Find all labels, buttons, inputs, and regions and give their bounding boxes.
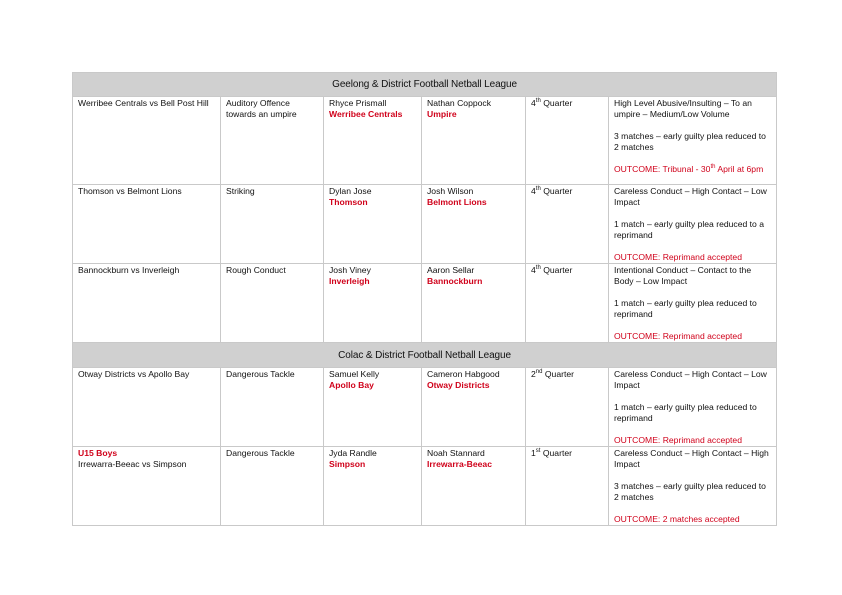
match-name: Bannockburn vs Inverleigh: [78, 265, 180, 275]
quarter-word: Quarter: [542, 448, 572, 458]
outcome: OUTCOME: Reprimand accepted: [614, 252, 742, 262]
victim-name: Cameron Habgood: [427, 369, 500, 379]
case-row: [73, 264, 777, 343]
quarter-suffix: th: [535, 186, 541, 193]
quarter-word: Quarter: [544, 369, 574, 379]
player-name: Dylan Jose: [329, 186, 372, 196]
outcome-cell: [609, 264, 777, 343]
quarter-word: Quarter: [543, 265, 573, 275]
penalty: 1 match – early guilty plea reduced to reprimand: [614, 298, 757, 319]
case-row: [73, 185, 777, 264]
match-name: Werribee Centrals vs Bell Post Hill: [78, 98, 209, 108]
match-cell: [73, 368, 221, 447]
victim-club: Belmont Lions: [427, 197, 487, 207]
league-name: Colac & District Football Netball League: [73, 343, 777, 368]
victim-name: Josh Wilson: [427, 186, 474, 196]
player-cell: [324, 185, 422, 264]
classification: Careless Conduct – High Contact – High Impact: [614, 448, 769, 469]
victim-club: Irrewarra-Beeac: [427, 459, 492, 469]
outcome: OUTCOME: 2 matches accepted: [614, 514, 740, 524]
victim-cell: [422, 264, 526, 343]
quarter-suffix: th: [535, 98, 541, 105]
victim-club: Bannockburn: [427, 276, 483, 286]
quarter-cell: [526, 97, 609, 185]
outcome: OUTCOME: Reprimand accepted: [614, 331, 742, 341]
quarter-number: 4: [531, 265, 536, 275]
penalty: 3 matches – early guilty plea reduced to 2 matches: [614, 481, 766, 502]
league-header-row: [73, 73, 777, 97]
league-header-row: [73, 343, 777, 368]
quarter-number: 2: [531, 369, 536, 379]
player-club: Simpson: [329, 459, 366, 469]
outcome: [614, 164, 771, 175]
victim-name: Aaron Sellar: [427, 265, 475, 275]
victim-cell: [422, 185, 526, 264]
offence-cell: Dangerous Tackle: [221, 447, 324, 526]
player-name: Rhyce Prismall: [329, 98, 387, 108]
match-cell: [73, 264, 221, 343]
match-cell: [73, 447, 221, 526]
quarter-cell: [526, 447, 609, 526]
league-name: Geelong & District Football Netball League: [73, 73, 777, 97]
victim-club: Umpire: [427, 109, 457, 119]
player-cell: [324, 368, 422, 447]
victim-cell: [422, 447, 526, 526]
player-cell: [324, 97, 422, 185]
player-club: Inverleigh: [329, 276, 370, 286]
penalty: 1 match – early guilty plea reduced to a reprimand: [614, 219, 765, 240]
quarter-number: 4: [531, 98, 536, 108]
player-club: Thomson: [329, 197, 368, 207]
player-cell: [324, 447, 422, 526]
quarter-number: 1: [531, 448, 536, 458]
offence-cell: Auditory Offence towards an umpire: [221, 97, 324, 185]
quarter-suffix: st: [535, 448, 541, 455]
match-cell: [73, 97, 221, 185]
outcome-tail: April at 6pm: [715, 164, 764, 174]
quarter-suffix: th: [535, 265, 541, 272]
tribunal-results-table: [72, 72, 777, 526]
case-row: [73, 97, 777, 185]
case-row: [73, 368, 777, 447]
quarter-cell: [526, 185, 609, 264]
player-club: Werribee Centrals: [329, 109, 403, 119]
victim-club: Otway Districts: [427, 380, 490, 390]
classification: Careless Conduct – High Contact – Low Impact: [614, 369, 767, 390]
quarter-number: 4: [531, 186, 536, 196]
outcome-cell: [609, 97, 777, 185]
penalty: 3 matches – early guilty plea reduced to 2 matches: [614, 131, 766, 152]
outcome-cell: [609, 368, 777, 447]
case-row: [73, 447, 777, 526]
offence-cell: Rough Conduct: [221, 264, 324, 343]
victim-name: Nathan Coppock: [427, 98, 492, 108]
outcome-text: OUTCOME: Tribunal - 30: [614, 164, 711, 174]
outcome-cell: [609, 447, 777, 526]
offence-cell: Striking: [221, 185, 324, 264]
match-cell: [73, 185, 221, 264]
quarter-word: Quarter: [543, 98, 573, 108]
match-name: Otway Districts vs Apollo Bay: [78, 369, 190, 379]
player-name: Josh Viney: [329, 265, 371, 275]
player-name: Jyda Randle: [329, 448, 377, 458]
offence-cell: Dangerous Tackle: [221, 368, 324, 447]
player-name: Samuel Kelly: [329, 369, 380, 379]
outcome-cell: [609, 185, 777, 264]
victim-name: Noah Stannard: [427, 448, 485, 458]
victim-cell: [422, 368, 526, 447]
player-club: Apollo Bay: [329, 380, 374, 390]
quarter-cell: [526, 368, 609, 447]
match-name: Irrewarra-Beeac vs Simpson: [78, 459, 187, 469]
outcome: OUTCOME: Reprimand accepted: [614, 435, 742, 445]
player-cell: [324, 264, 422, 343]
classification: High Level Abusive/Insulting – To an umpire – Medium/Low Volume: [614, 98, 752, 119]
quarter-cell: [526, 264, 609, 343]
grade-label: U15 Boys: [78, 448, 118, 458]
match-name: Thomson vs Belmont Lions: [78, 186, 182, 196]
classification: Intentional Conduct – Contact to the Body – Low Impact: [614, 265, 752, 286]
outcome-suffix: th: [710, 164, 716, 171]
victim-cell: [422, 97, 526, 185]
quarter-suffix: nd: [535, 369, 543, 376]
classification: Careless Conduct – High Contact – Low Impact: [614, 186, 767, 207]
quarter-word: Quarter: [543, 186, 573, 196]
penalty: 1 match – early guilty plea reduced to reprimand: [614, 402, 757, 423]
